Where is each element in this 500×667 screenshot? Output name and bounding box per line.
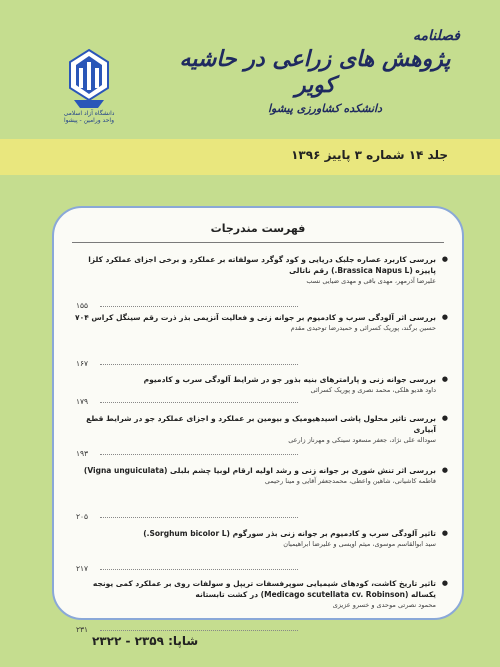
university-name: دانشگاه آزاد اسلامی — [63, 110, 115, 117]
entry-title: ● بررسی کاربرد عصاره جلبک دریایی و کود گوگرد سولفاته بر عملکرد و برخی اجزای عملکرد کلزا پاییزه (Brassica Napus L.) رقم ناتالی — [72, 254, 448, 276]
leader-dots — [100, 402, 298, 403]
toc-entry[interactable] — [72, 578, 448, 634]
journal-prefix: فصلنامه — [413, 28, 460, 44]
entry-title: ● بررسی اثر تنش شوری بر جوانه زنی و رشد اولیه ارقام لوبیا چشم بلبلی (Vigna unguiculata) — [72, 465, 448, 476]
issn: شاپا: ۲۳۵۹ - ۲۳۲۲ — [92, 634, 199, 648]
toc-panel — [52, 206, 464, 634]
leader-dots — [100, 630, 298, 631]
entry-authors: داود هدیو هلکی، محمد نصری و پوریک کسرائی — [310, 386, 436, 394]
leader-dots — [100, 306, 298, 307]
entry-authors: فاطمه کاشیانی، شاهین واعظی، محمدجعفر آقایی و مینا رحیمی — [264, 477, 436, 485]
entry-authors: حسین برگند، پوریک کسرائی و حمیدرضا توحیدی مقدم — [290, 324, 436, 332]
toc-entry[interactable] — [72, 465, 448, 521]
entry-authors: محمود نصرتی موحدی و خسرو عزیزی — [332, 601, 436, 609]
toc-title: فهرست مندرجات — [210, 222, 306, 235]
toc-entry[interactable] — [72, 254, 448, 310]
logo-caption — [58, 110, 120, 124]
entry-title: ● بررسی تاثیر محلول پاشی اسیدهیومیک و بیومین بر عملکرد و اجزای عملکرد جو در شرایط قطع آبیاری — [72, 413, 448, 435]
university-branch: واحد ورامین - پیشوا — [64, 117, 114, 124]
entry-title: ● تاثیر آلودگی سرب و کادمیوم بر جوانه زنی بذر سورگوم (Sorghum bicolor L.) — [72, 528, 448, 539]
entry-page: ۱۶۷ — [76, 359, 89, 368]
toc-entry[interactable] — [72, 413, 448, 458]
journal-title-block — [170, 28, 460, 115]
entry-page: ۱۵۵ — [76, 301, 89, 310]
entry-page: ۱۹۳ — [76, 449, 89, 458]
issue-info: جلد ۱۴ شماره ۳ پاییز ۱۳۹۶ — [291, 148, 448, 162]
entry-authors: علیرضا آذرمهر، مهدی باقی و مهدی ضیایی نسب — [306, 277, 436, 285]
leader-dots — [100, 454, 298, 455]
entry-page: ۱۷۹ — [76, 397, 89, 406]
entry-page: ۲۱۷ — [76, 564, 89, 573]
entry-authors: سوداله علی نژاد، جعفر مسعود سینکی و مهرناز زارعی — [288, 436, 436, 444]
leader-dots — [100, 569, 298, 570]
entry-page: ۲۳۱ — [76, 625, 89, 634]
toc-divider — [72, 242, 444, 243]
journal-subtitle: دانشکده کشاورزی پیشوا — [268, 102, 382, 115]
entry-title: ● بررسی اثر آلودگی سرب و کادمیوم بر جوانه زنی و فعالیت آنزیمی بذر ذرت رقم سینگل کراس ۷۰۴ — [72, 312, 448, 323]
university-logo — [64, 48, 114, 118]
entry-page: ۲۰۵ — [76, 512, 89, 521]
toc-entry[interactable] — [72, 312, 448, 368]
leader-dots — [100, 364, 298, 365]
leader-dots — [100, 517, 298, 518]
entry-title: ● بررسی جوانه زنی و پارامترهای بنیه بذور جو در شرایط آلودگی سرب و کادمیوم — [72, 374, 448, 385]
entry-authors: سید ابوالقاسم موسوی، میثم اویسی و علیرضا ابراهیمیان — [283, 540, 436, 548]
toc-entry[interactable] — [72, 528, 448, 573]
toc-entry[interactable] — [72, 374, 448, 406]
entry-title: ● تاثیر تاریخ کاشت، کودهای شیمیایی سوپرفسفات تریپل و سولفات روی بر عملکرد کمی یونجه یکساله (Medicago scutellata cv. Robinson) در کشت تابستانه — [72, 578, 448, 600]
journal-title: پژوهش های زراعی در حاشیه کویر — [179, 46, 451, 98]
